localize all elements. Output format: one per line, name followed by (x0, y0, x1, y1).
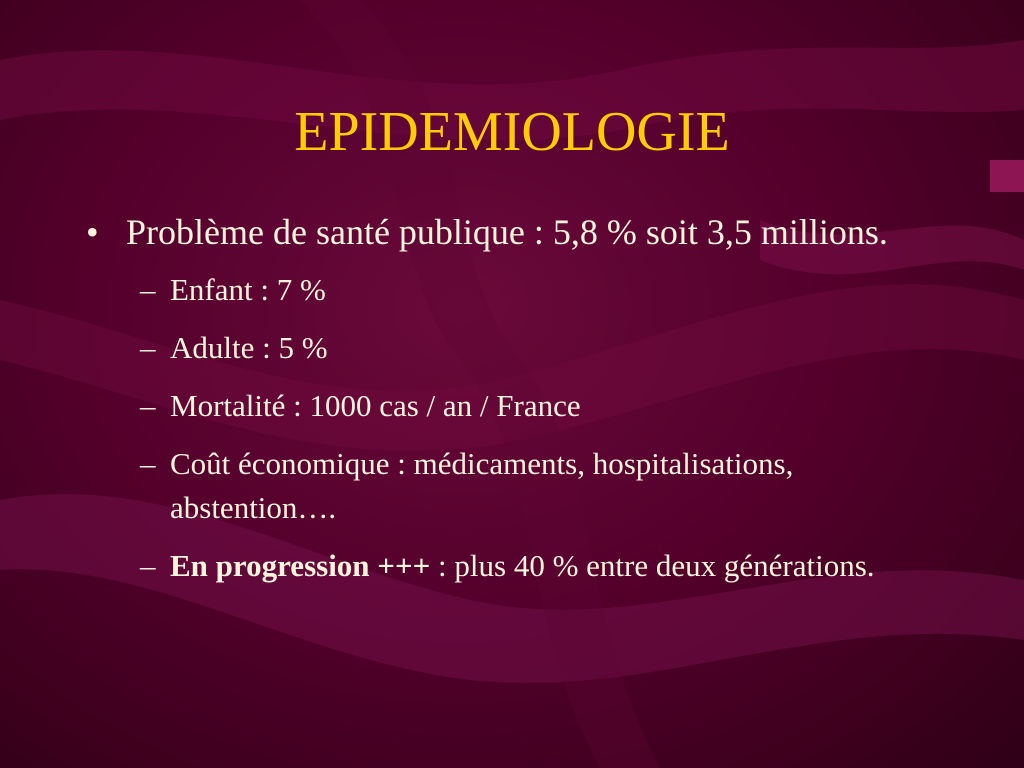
bullet-marker: • (86, 212, 99, 252)
sub-bullet-adulte (86, 326, 946, 370)
dash-marker: – (140, 446, 156, 481)
sub-bullet-enfant (86, 268, 946, 312)
sub-bullet-text: Adulte : 5 % (170, 330, 328, 365)
sub-bullet-mortalite (86, 384, 946, 428)
main-bullet-text: Problème de santé publique : 5,8 % soit 3,5 millions. (126, 212, 888, 252)
main-bullet (86, 208, 946, 256)
sub-bullet-text: Enfant : 7 % (170, 272, 326, 307)
slide-content (86, 208, 946, 602)
slide-title: EPIDEMIOLOGIE (294, 101, 730, 163)
sub-bullet-text: Mortalité : 1000 cas / an / France (170, 388, 581, 423)
sub-bullet-text: Coût économique : médicaments, hospitalisations, abstention…. (170, 446, 794, 525)
sub-bullet-cout (86, 442, 946, 530)
dash-marker: – (140, 548, 156, 583)
sub-bullet-bold-text: En progression +++ (170, 548, 431, 583)
sub-bullet-progression (86, 544, 946, 588)
sub-bullet-text: : plus 40 % entre deux générations. (430, 548, 875, 583)
dash-marker: – (140, 388, 156, 423)
dash-marker: – (140, 330, 156, 365)
dash-marker: – (140, 272, 156, 307)
